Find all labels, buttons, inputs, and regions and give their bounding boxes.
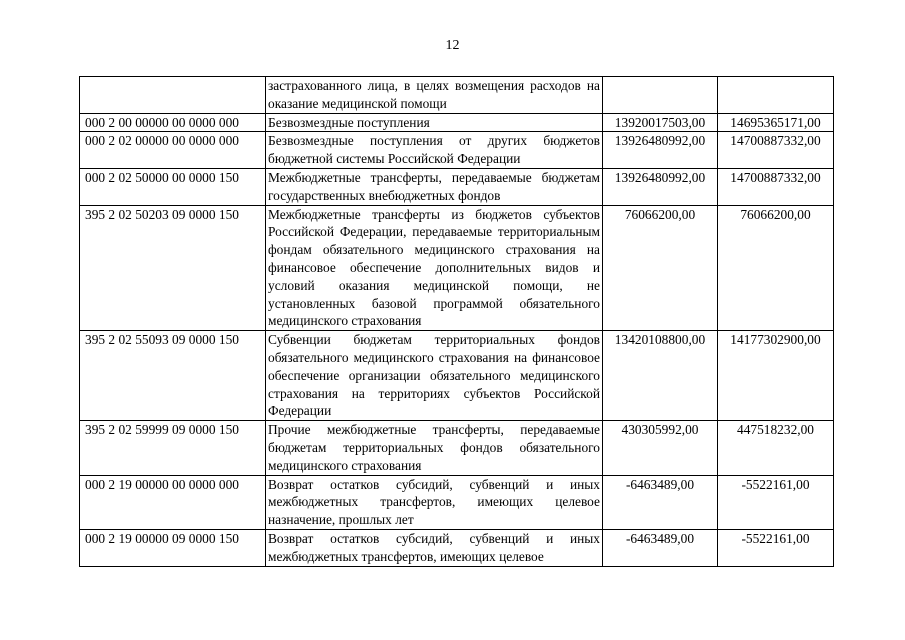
amount-year-1-cell: -6463489,00 [603,529,718,566]
amount-year-2-cell: 14700887332,00 [718,168,834,205]
table-row [80,205,834,331]
amount-year-2-cell: 14700887332,00 [718,132,834,169]
description-cell: Безвозмездные поступления [266,113,603,132]
table-row [80,529,834,566]
table-row [80,421,834,475]
budget-code-cell [80,77,266,114]
description-cell: Возврат остатков субсидий, субвенций и иных межбюджетных трансфертов, имеющих целевое [266,529,603,566]
budget-code-cell: 000 2 02 00000 00 0000 000 [80,132,266,169]
description-cell: Межбюджетные трансферты из бюджетов субъектов Российской Федерации, передаваемые территориальным фондам обязательного медицинского страхования на финансовое обеспечение дополнительных видов и условий оказания медицинской помощи, не установленных базовой программой обязательного медицинского страхования [266,205,603,331]
table-row [80,331,834,421]
budget-code-cell: 395 2 02 50203 09 0000 150 [80,205,266,331]
description-cell: Субвенции бюджетам территориальных фондов обязательного медицинского страхования на финансовое обеспечение организации обязательного медицинского страхования на территориях субъектов Российской Федерации [266,331,603,421]
amount-year-2-cell: 14695365171,00 [718,113,834,132]
amount-year-1-cell: 13920017503,00 [603,113,718,132]
amount-year-2-cell: 14177302900,00 [718,331,834,421]
amount-year-1-cell: 13926480992,00 [603,132,718,169]
budget-code-cell: 000 2 19 00000 09 0000 150 [80,529,266,566]
table-row [80,77,834,114]
description-cell: застрахованного лица, в целях возмещения расходов на оказание медицинской помощи [266,77,603,114]
description-cell: Возврат остатков субсидий, субвенций и иных межбюджетных трансфертов, имеющих целевое назначение, прошлых лет [266,475,603,529]
amount-year-2-cell: -5522161,00 [718,475,834,529]
table-row [80,113,834,132]
table-row [80,132,834,169]
budget-revenue-table [79,76,834,567]
description-cell: Прочие межбюджетные трансферты, передаваемые бюджетам территориальных фондов обязательного медицинского страхования [266,421,603,475]
description-cell: Межбюджетные трансферты, передаваемые бюджетам государственных внебюджетных фондов [266,168,603,205]
amount-year-1-cell: 13926480992,00 [603,168,718,205]
table-body [80,77,834,567]
table-row [80,475,834,529]
amount-year-2-cell [718,77,834,114]
amount-year-1-cell: 430305992,00 [603,421,718,475]
budget-code-cell: 395 2 02 55093 09 0000 150 [80,331,266,421]
page-number: 12 [445,38,460,53]
amount-year-1-cell: -6463489,00 [603,475,718,529]
amount-year-2-cell: 447518232,00 [718,421,834,475]
budget-code-cell: 000 2 19 00000 00 0000 000 [80,475,266,529]
budget-code-cell: 000 2 00 00000 00 0000 000 [80,113,266,132]
budget-code-cell: 395 2 02 59999 09 0000 150 [80,421,266,475]
budget-code-cell: 000 2 02 50000 00 0000 150 [80,168,266,205]
amount-year-2-cell: -5522161,00 [718,529,834,566]
amount-year-1-cell [603,77,718,114]
table-row [80,168,834,205]
amount-year-1-cell: 76066200,00 [603,205,718,331]
description-cell: Безвозмездные поступления от других бюджетов бюджетной системы Российской Федерации [266,132,603,169]
amount-year-1-cell: 13420108800,00 [603,331,718,421]
amount-year-2-cell: 76066200,00 [718,205,834,331]
